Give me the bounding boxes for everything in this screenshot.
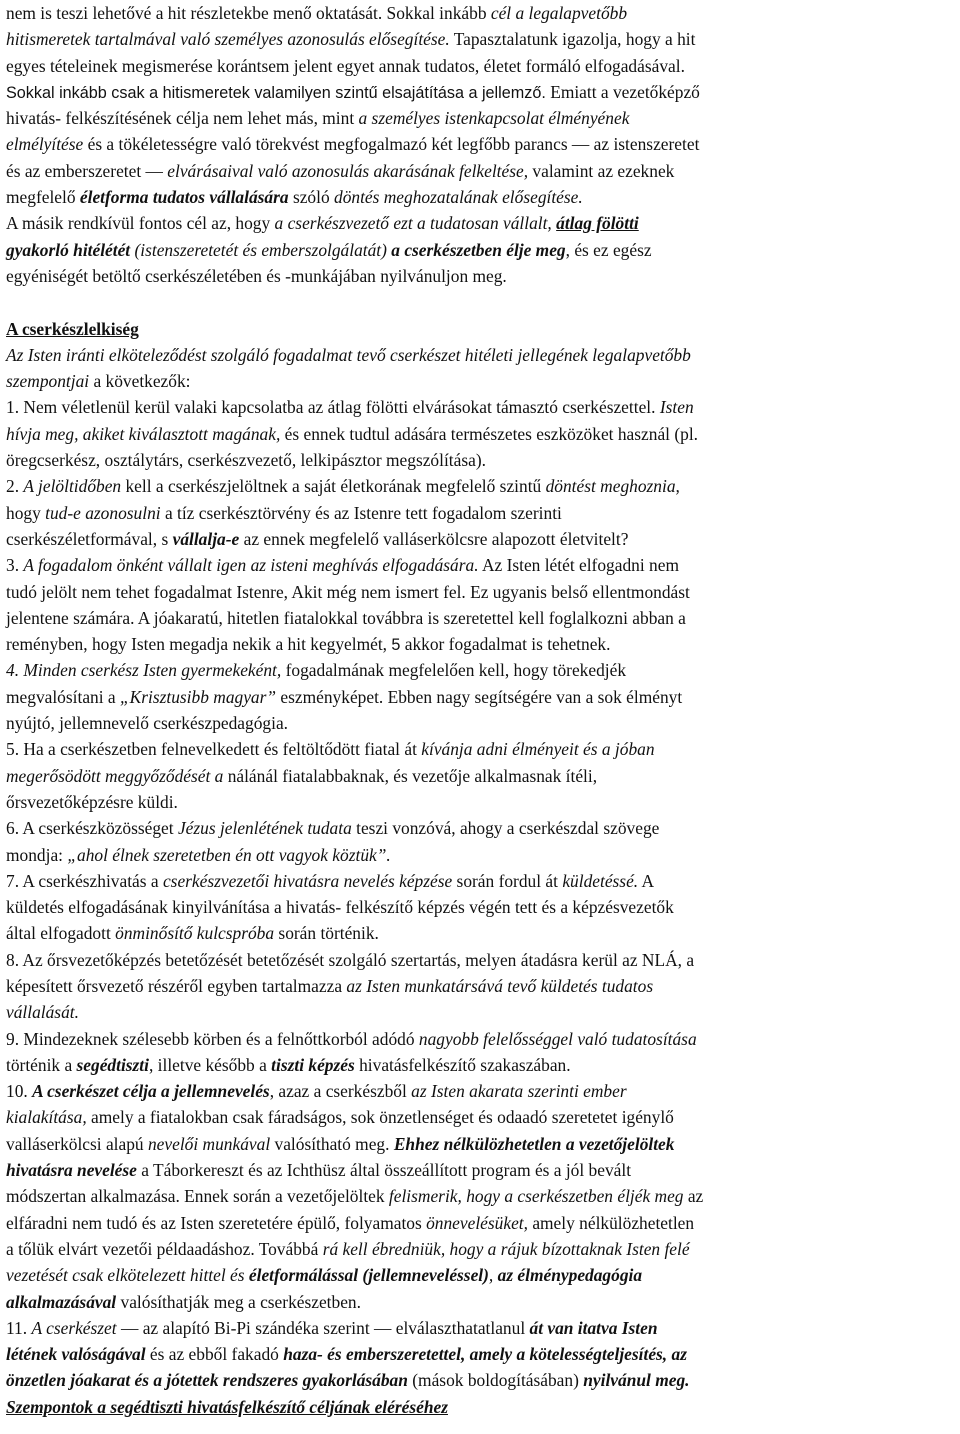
text-run: 2. bbox=[6, 476, 24, 497]
text-run: életformálással (jellemneveléssel) bbox=[248, 1265, 489, 1286]
text-line bbox=[6, 421, 960, 447]
text-line bbox=[6, 263, 960, 289]
text-run: módszertan alkalmazása. Ennek során a vezetőjelöltek bbox=[6, 1186, 389, 1207]
text-run: kialakítása, bbox=[6, 1107, 87, 1128]
text-run: akkor fogadalmat is tehetnek. bbox=[400, 634, 611, 655]
text-run: Emiatt a vezetőképző bbox=[545, 81, 700, 102]
text-run: A bbox=[638, 870, 655, 891]
text-run: „ahol élnek szeretetben én ott vagyok köztük”. bbox=[67, 844, 391, 865]
text-run: nagyobb felelősséggel való tudatosítása bbox=[418, 1028, 697, 1049]
text-run: elmélyítése bbox=[6, 134, 84, 155]
text-run: cserkészvezetői hivatásra nevelés képzése bbox=[162, 870, 453, 891]
text-line bbox=[6, 342, 960, 368]
text-run: rá kell ébredniük, hogy a rájuk bízottaknak Isten felé bbox=[322, 1238, 690, 1259]
text-line bbox=[6, 1157, 960, 1183]
text-run: Jézus jelenlétének tudata bbox=[177, 818, 352, 839]
text-run: felismerik, hogy a cserkészetben éljék meg bbox=[388, 1186, 684, 1207]
text-run: A cserkészet célja a jellemnevelés bbox=[32, 1081, 270, 1102]
text-run: nyújtó, jellemnevelő cserkészpedagógia. bbox=[6, 713, 289, 734]
text-run: valósíthatják meg a cserkészetben. bbox=[116, 1291, 361, 1312]
text-run: küldetéssé. bbox=[562, 870, 639, 891]
text-run: életforma tudatos vállalására bbox=[79, 187, 289, 208]
text-line bbox=[6, 394, 960, 420]
text-line bbox=[6, 947, 960, 973]
text-run: át van itatva Isten bbox=[529, 1317, 658, 1338]
text-run: döntést meghoznia, bbox=[545, 476, 680, 497]
text-run: Szempontok a segédtiszti hivatásfelkészítő céljának eléréséhez bbox=[6, 1396, 448, 1417]
text-run: létének valóságával bbox=[6, 1344, 146, 1365]
text-run: alkalmazásával bbox=[6, 1291, 117, 1312]
text-line bbox=[6, 1394, 960, 1420]
text-line bbox=[6, 999, 960, 1025]
text-run: a Táborkereszt és az Ichthüsz által összeállított program és a jól bevált bbox=[136, 1160, 632, 1181]
text-run: 7. A cserkészhivatás a bbox=[6, 870, 163, 891]
text-run: megvalósítani a bbox=[6, 686, 120, 707]
text-run: tiszti képzés bbox=[271, 1054, 355, 1075]
text-line bbox=[6, 105, 960, 131]
text-run: valósítható meg. bbox=[270, 1133, 394, 1154]
text-run: Tapasztalatunk igazolja, hogy a hit bbox=[449, 29, 696, 50]
text-run: önnevelésüket, bbox=[426, 1212, 528, 1233]
text-line bbox=[6, 473, 960, 499]
text-run: — az alapító Bi-Pi szándéka szerint — elválaszthatatlanul bbox=[116, 1317, 530, 1338]
text-run: tudó jelölt nem tehet fogadalmat Istenre, Akit még nem ismert fel. Ez ugyanis belső ellentmondást bbox=[6, 581, 690, 602]
text-line bbox=[6, 973, 960, 999]
text-run: Isten bbox=[659, 397, 694, 418]
text-line bbox=[6, 1131, 960, 1157]
text-run: 1. Nem véletlenül kerül valaki kapcsolatba az átlag fölötti elvárásokat támasztó cserkészettel. bbox=[6, 397, 660, 418]
text-run: a tíz cserkésztörvény és az Istenre tett fogadalom szerinti bbox=[160, 502, 562, 523]
text-line bbox=[6, 184, 960, 210]
text-line bbox=[6, 552, 960, 578]
text-run: szóló bbox=[288, 187, 334, 208]
text-run: mondja: bbox=[6, 844, 68, 865]
text-line bbox=[6, 1078, 960, 1104]
text-run: amely a fiatalokban csak fáradságos, sok önzetlenséget és odaadó szeretetet igénylő bbox=[86, 1107, 674, 1128]
text-run: küldetés elfogadásának kinyilvánítása a hivatás- felkészítő képzés végén tett és a képzésvezetők bbox=[6, 897, 674, 918]
text-run: által elfogadott bbox=[6, 923, 116, 944]
paragraph-gap bbox=[6, 289, 960, 315]
text-run: (mások boldogításában) bbox=[407, 1370, 584, 1391]
text-run: 11. bbox=[6, 1317, 32, 1338]
text-run: 10. bbox=[6, 1081, 33, 1102]
text-line bbox=[6, 237, 960, 263]
text-run: cserkészéletformával, s bbox=[6, 528, 173, 549]
text-run: 6. A cserkészközösséget bbox=[6, 818, 178, 839]
text-run: öregcserkész, osztálytárs, cserkészvezető, lelkipásztor megszólítása). bbox=[6, 450, 486, 471]
text-run: döntés meghozatalának elősegítése. bbox=[334, 187, 583, 208]
text-line bbox=[6, 1183, 960, 1209]
text-run: és az emberszeretet — bbox=[6, 160, 168, 181]
text-run: eszményképet. Ebben nagy segítségére van a sok élményt bbox=[276, 686, 683, 707]
text-run: hívja meg, akiket kiválasztott magának, bbox=[6, 423, 281, 444]
text-line bbox=[6, 26, 960, 52]
text-line bbox=[6, 684, 960, 710]
text-line bbox=[6, 131, 960, 157]
text-run: a következők: bbox=[89, 371, 191, 392]
text-run: egyes tételeinek megismerése korántsem jelent egyet annak tudatos, életet formáló elfogadásával. bbox=[6, 55, 685, 76]
text-run: során fordul át bbox=[452, 870, 563, 891]
text-line bbox=[6, 894, 960, 920]
text-run: „Krisztusibb magyar” bbox=[119, 686, 277, 707]
text-line bbox=[6, 447, 960, 473]
text-run: Az Isten létét elfogadni nem bbox=[478, 555, 679, 576]
text-line bbox=[6, 842, 960, 868]
text-run: , azaz a cserkészből bbox=[269, 1081, 412, 1102]
text-run: vállalja-e bbox=[172, 528, 240, 549]
text-run: haza- és emberszeretettel, amely a kötelességteljesítés, az bbox=[283, 1344, 687, 1365]
text-line bbox=[6, 158, 960, 184]
text-line bbox=[6, 815, 960, 841]
text-run: 4. Minden cserkész Isten gyermekeként, bbox=[6, 660, 282, 681]
text-line bbox=[6, 1367, 960, 1393]
text-line bbox=[6, 1026, 960, 1052]
text-run: egyéniségét betöltő cserkészéletében és -munkájában nyilvánuljon meg. bbox=[6, 265, 507, 286]
text-run: a személyes istenkapcsolat élményének bbox=[358, 108, 630, 129]
text-run: az bbox=[683, 1186, 704, 1207]
text-run: , és ez egész bbox=[565, 239, 652, 260]
text-line bbox=[6, 1236, 960, 1262]
text-line bbox=[6, 579, 960, 605]
text-run: nálánál fiatalabbaknak, és vezetője alkalmasnak ítéli, bbox=[223, 765, 598, 786]
text-run: A másik rendkívül fontos cél az, hogy bbox=[6, 213, 275, 234]
text-run: A cserkészet bbox=[31, 1317, 117, 1338]
text-run: az Isten akarata szerinti ember bbox=[411, 1081, 627, 1102]
section-heading: A cserkészlelkiség bbox=[6, 318, 139, 339]
text-run: megfelelő bbox=[6, 187, 80, 208]
text-line bbox=[6, 1315, 960, 1341]
text-line bbox=[6, 657, 960, 683]
text-line bbox=[6, 79, 960, 105]
text-run: kívánja adni élményeit és a jóban bbox=[421, 739, 655, 760]
text-run: és ennek tudtul adására természetes eszközöket használ (pl. bbox=[280, 423, 699, 444]
text-line bbox=[6, 920, 960, 946]
text-run: kell a cserkészjelöltnek a saját életkorának megfelelő szintű bbox=[121, 476, 546, 497]
text-run: segédtiszti bbox=[76, 1054, 149, 1075]
text-run: valamint az ezeknek bbox=[528, 160, 675, 181]
text-run: megerősödött meggyőződését a bbox=[6, 765, 224, 786]
text-run: Ehhez nélkülözhetetlen a vezetőjelöltek bbox=[393, 1133, 675, 1154]
text-run: 3. bbox=[6, 555, 24, 576]
text-run: hivatás- felkészítésének célja nem lehet más, mint bbox=[6, 108, 359, 129]
text-run: hivatásfelkészítő szakaszában. bbox=[354, 1054, 571, 1075]
text-run: önzetlen jóakarat és a jótettek rendszeres gyakorlásában bbox=[6, 1370, 408, 1391]
text-run: vezetését csak elkötelezett hittel bbox=[6, 1265, 226, 1286]
text-run: nem is teszi lehetővé a hit részletekbe menő oktatását. Sokkal inkább bbox=[6, 3, 491, 23]
text-run: az ennek megfelelő valláserkölcsre alapozott életvitelt? bbox=[239, 528, 629, 549]
text-line bbox=[6, 605, 960, 631]
text-line bbox=[6, 53, 960, 79]
text-run: szempontjai bbox=[6, 371, 90, 392]
text-line bbox=[6, 368, 960, 394]
text-line bbox=[6, 0, 960, 26]
text-run: hogy bbox=[6, 502, 46, 523]
text-run: Az Isten iránti elköteleződést szolgáló fogadalmat tevő cserkészet hitéleti jellegének legalapvetőbb bbox=[6, 344, 691, 365]
text-run: hitismeretek tartalmával való személyes azonosulás elősegítése. bbox=[6, 29, 450, 50]
text-run: képesített őrsvezető részéről egyben tartalmazza bbox=[6, 975, 347, 996]
text-run: vállalását. bbox=[6, 1002, 79, 1023]
text-run: reményben, hogy Isten megadja nekik a hit kegyelmét, bbox=[6, 634, 392, 655]
text-run: (istenszeretetét és emberszolgálatát) bbox=[130, 239, 392, 260]
text-line bbox=[6, 1341, 960, 1367]
text-run: az élménypedagógia bbox=[497, 1265, 643, 1286]
text-run: fogadalmának megfelelően kell, hogy törekedjék bbox=[281, 660, 627, 681]
text-line bbox=[6, 1262, 960, 1288]
document-body bbox=[6, 0, 960, 1420]
text-run: jelentene számára. A jóakaratú, hitetlen fiatalokkal továbbra is szeretettel kell foglalkozni abban a bbox=[6, 607, 686, 628]
text-run: tud-e azonosulni bbox=[45, 502, 161, 523]
text-run: 8. Az őrsvezetőképzés betetőzését betetőzését szolgáló szertartás, melyen átadásra kerül az NLÁ, a bbox=[6, 949, 695, 970]
text-run: elfáradni nem tudó és az Isten szeretetére épülő, folyamatos bbox=[6, 1212, 427, 1233]
text-run: teszi vonzóvá, ahogy a cserkészdal szövege bbox=[351, 818, 660, 839]
text-line bbox=[6, 763, 960, 789]
text-run: 9. Mindezeknek szélesebb körben és a felnőttkorból adódó bbox=[6, 1028, 419, 1049]
text-run: során történik. bbox=[274, 923, 379, 944]
text-line bbox=[6, 316, 960, 342]
text-run: nyilvánul meg. bbox=[583, 1370, 690, 1391]
text-run: , illetve később a bbox=[148, 1054, 272, 1075]
text-run: gyakorló hitélétét bbox=[6, 239, 131, 260]
text-line bbox=[6, 631, 960, 657]
text-line bbox=[6, 500, 960, 526]
text-run: átlag fölötti bbox=[556, 213, 639, 234]
text-run: A jelöltidőben bbox=[23, 476, 122, 497]
text-line bbox=[6, 1052, 960, 1078]
text-line bbox=[6, 736, 960, 762]
text-run: , bbox=[488, 1265, 498, 1286]
text-run: az Isten munkatársává tevő küldetés tudatos bbox=[346, 975, 654, 996]
text-run: cél a legalapvetőbb bbox=[490, 3, 628, 23]
text-run: A fogadalom önként vállalt igen az isteni meghívás elfogadására. bbox=[23, 555, 479, 576]
text-line bbox=[6, 526, 960, 552]
text-run: és a tökéletességre való törekvést megfogalmazó két legfőbb parancs — az istenszeretet bbox=[83, 134, 700, 155]
text-run: és az ebből fakadó bbox=[145, 1344, 284, 1365]
text-run: hivatásra nevelése bbox=[6, 1160, 137, 1181]
text-run: 5 bbox=[391, 636, 401, 655]
text-run: önminősítő kulcspróba bbox=[115, 923, 275, 944]
text-run: Sokkal inkább csak a hitismeretek valamilyen szintű elsajátítása a jellemző. bbox=[6, 83, 546, 102]
text-line bbox=[6, 1210, 960, 1236]
text-run: és bbox=[225, 1265, 249, 1286]
text-line bbox=[6, 1289, 960, 1315]
text-run: valláserkölcsi alapú bbox=[6, 1133, 148, 1154]
text-run: 5. Ha a cserkészetben felnevelkedett és feltöltődött fiatal át bbox=[6, 739, 422, 760]
text-run: elvárásaival való azonosulás akarásának felkeltése, bbox=[167, 160, 529, 181]
text-run: a tőlük elvárt vezetői példaadáshoz. Továbbá bbox=[6, 1238, 323, 1259]
text-run: nevelői munkával bbox=[147, 1133, 271, 1154]
text-line bbox=[6, 710, 960, 736]
text-line bbox=[6, 210, 960, 236]
text-line bbox=[6, 789, 960, 815]
text-line bbox=[6, 1104, 960, 1130]
text-line bbox=[6, 868, 960, 894]
text-run: a cserkészvezető ezt a tudatosan vállalt, bbox=[274, 213, 557, 234]
text-run: történik a bbox=[6, 1054, 77, 1075]
text-run: a cserkészetben élje meg bbox=[391, 239, 566, 260]
text-run: amely nélkülözhetetlen bbox=[527, 1212, 695, 1233]
text-run: őrsvezetőképzésre küldi. bbox=[6, 791, 178, 812]
